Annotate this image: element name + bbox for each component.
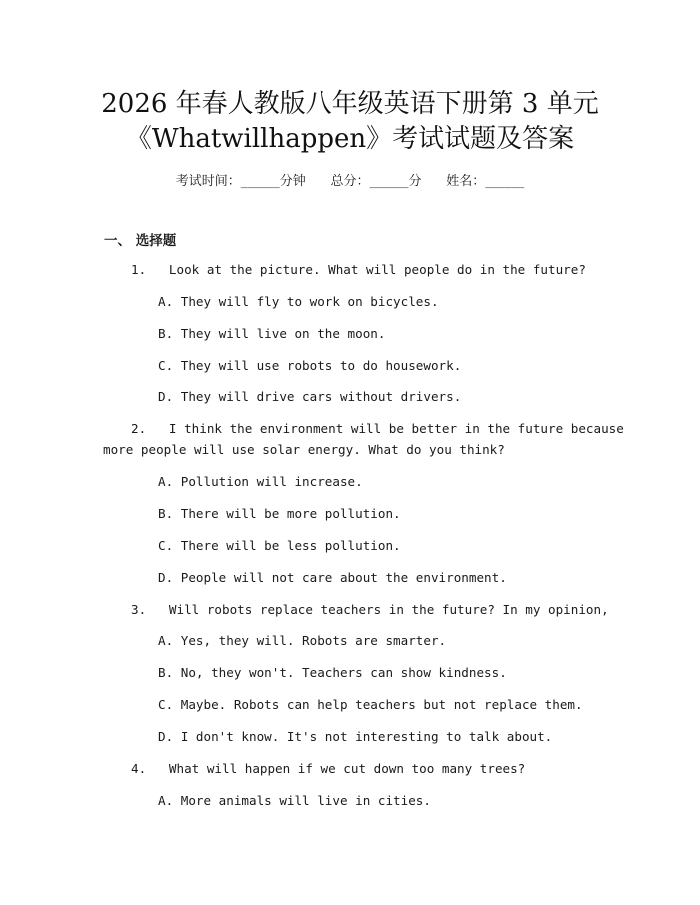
exam-title-line-2: 《Whatwillhappen》考试试题及答案 [125,124,575,154]
question-1-option-c: C. They will use robots to do housework. [158,358,462,373]
exam-info-line: 考试时间：______分钟 总分：______分 姓名：______ [175,174,525,189]
section-heading: 一、 选择题 [104,233,177,249]
question-3-option-b: B. No, they won't. Teachers can show kindness. [158,665,507,680]
question-4-option-a: A. More animals will live in cities. [158,793,431,808]
question-3-option-c: C. Maybe. Robots can help teachers but not replace them. [158,697,583,712]
question-3-stem: 3. Will robots replace teachers in the future? In my opinion, [131,602,609,617]
question-2-option-a: A. Pollution will increase. [158,474,363,489]
question-2-stem: 2. I think the environment will be better in the future because [131,421,624,436]
question-2-option-b: B. There will be more pollution. [158,506,401,521]
question-1-option-a: A. They will fly to work on bicycles. [158,294,439,309]
question-3-option-d: D. I don't know. It's not interesting to talk about. [158,729,553,744]
question-1-stem: 1. Look at the picture. What will people do in the future? [131,262,586,277]
question-1-option-d: D. They will drive cars without drivers. [158,389,462,404]
question-2-option-d: D. People will not care about the environment. [158,570,507,585]
question-2-stem-continued: more people will use solar energy. What do you think? [103,442,505,457]
question-1-option-b: B. They will live on the moon. [158,326,386,341]
question-2-option-c: C. There will be less pollution. [158,538,401,553]
question-3-option-a: A. Yes, they will. Robots are smarter. [158,633,447,648]
question-4-stem: 4. What will happen if we cut down too many trees? [131,761,526,776]
exam-title-line-1: 2026 年春人教版八年级英语下册第 3 单元 [101,89,599,119]
